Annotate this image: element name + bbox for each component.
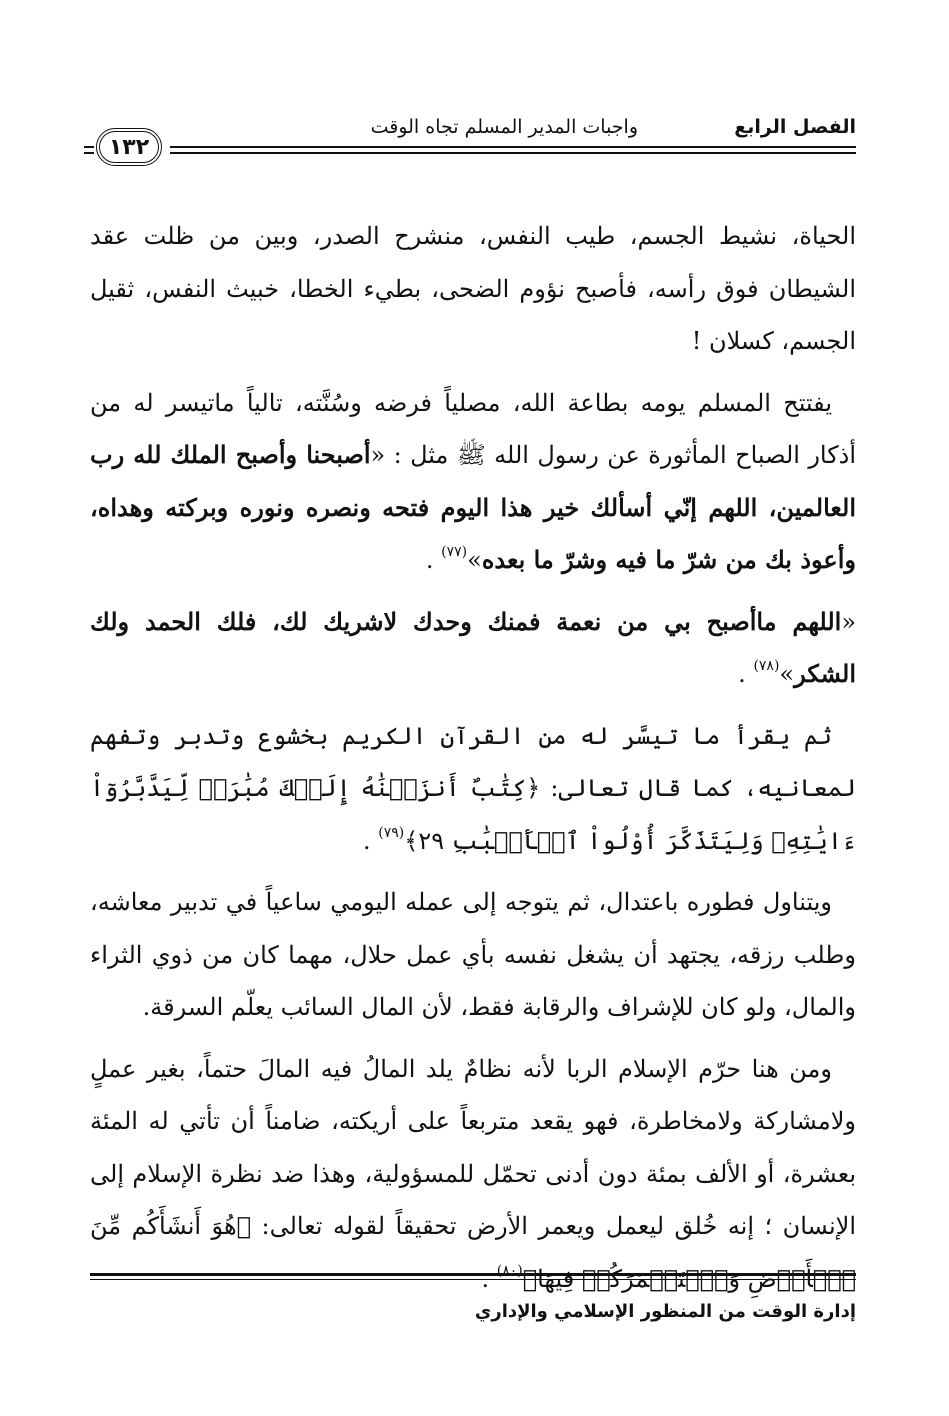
page-number: ١٣٢	[96, 128, 162, 166]
paragraph-end: .	[481, 1264, 497, 1293]
page-number-frame	[90, 125, 162, 169]
morning-supplication-2: اللهم ماأصبح بي من نعمة فمنك وحدك لاشريك لك، فلك الحمد ولك الشكر	[90, 606, 856, 688]
paragraph-end: .	[363, 826, 379, 855]
quran-verse-1: ﴿كِتَٰبٌ أَنزَلۡنَٰهُ إِلَيۡكَ مُبَٰرَكٞ لِّيَدَّبَّرُوٓاْ ءَايَٰتِهِۦ وَلِيَتَذَكَّرَ أُوْلُواْ ٱلۡأَلۡبَٰبِ ٢٩﴾	[90, 774, 856, 855]
paragraph-6	[90, 1043, 856, 1306]
paragraph-6-intro: ومن هنا حرّم الإسلام الربا لأنه نظامٌ يلد المالُ فيه المالَ حتماً، بغير عملٍ ولامشاركة ولامخاطرة، فهو يقعد متربعاً على أريكته، ضامناً أن تأتي له المئة بعشرة، أو الألف بمئة دون أدنى تحمّل للمسؤولية، وهذا ضد نظرة الإسلام إلى الإنسان ؛ إنه خُلق ليعمل ويعمر الأرض تحقيقاً لقوله تعالى:	[90, 1054, 857, 1240]
paragraph-4	[90, 710, 856, 868]
body-text	[90, 210, 856, 1314]
paragraph-5: ويتناول فطوره باعتدال، ثم يتوجه إلى عمله اليومي ساعياً في تدبير معاشه، وطلب رزقه، يجتهد أن يشغل نفسه بأي عمل حلال، مهما كان من ذوي الثراء والمال، ولو كان للإشراف والرقابة فقط، لأن المال السائب يعلّم السرقة.	[90, 888, 857, 1021]
quote-close: »	[779, 660, 795, 688]
running-header	[90, 112, 856, 182]
footnote-ref-78: (٧٨)	[753, 658, 780, 674]
quran-verse-2: ﴿هُوَ أَنشَأَكُم مِّنَ ٱلۡأَرۡضِ وَٱسۡتَعۡمَرَكُمۡ فِيهَا﴾	[90, 1212, 856, 1293]
header-rule	[170, 146, 856, 154]
morning-supplication-1: أصبحنا وأصبح الملك لله رب العالمين، اللهم إنّي أسألك خير هذا اليوم فتحه ونصره ونوره وبركته وهداه، وأعوذ بك من شرّ ما فيه وشرّ ما بعده	[90, 440, 856, 574]
footnote-ref-77: (٧٧)	[441, 544, 468, 560]
book-title: إدارة الوقت من المنظور الإسلامي والإداري	[474, 1301, 856, 1322]
paragraph-4-intro: ثم يقرأ ما تيسَّر له من القرآن الكريم بخشوع وتدبر وتفهم لمعانيه، كما قال تعالى:	[90, 721, 856, 802]
chapter-title: الفصل الرابع	[734, 116, 856, 138]
paragraph-end: .	[738, 660, 754, 688]
quote-close: »	[467, 546, 482, 574]
footnote-ref-79: (٧٩)	[378, 824, 405, 841]
footnote-ref-80: (٨٠)	[496, 1262, 523, 1279]
paragraph-3	[90, 596, 856, 701]
paragraph-2	[90, 377, 856, 587]
paragraph-1: الحياة، نشيط الجسم، طيب النفس، منشرح الصدر، وبين من ظلت عقد الشيطان فوق رأسه، فأصبح نؤوم الضحى، بطيء الخطا، خبيث النفس، ثقيل الجسم، كسلان !	[90, 222, 857, 355]
quote-open: «	[841, 607, 856, 636]
footer-rule	[90, 1273, 856, 1280]
paragraph-2-intro: يفتتح المسلم يومه بطاعة الله، مصلياً فرضه وسُنَّته، تالياً ماتيسر له من أذكار الصباح المأثورة عن رسول الله ﷺ مثل : «	[90, 388, 857, 469]
section-title: واجبات المدير المسلم تجاه الوقت	[370, 116, 638, 138]
paragraph-end: .	[425, 546, 442, 574]
